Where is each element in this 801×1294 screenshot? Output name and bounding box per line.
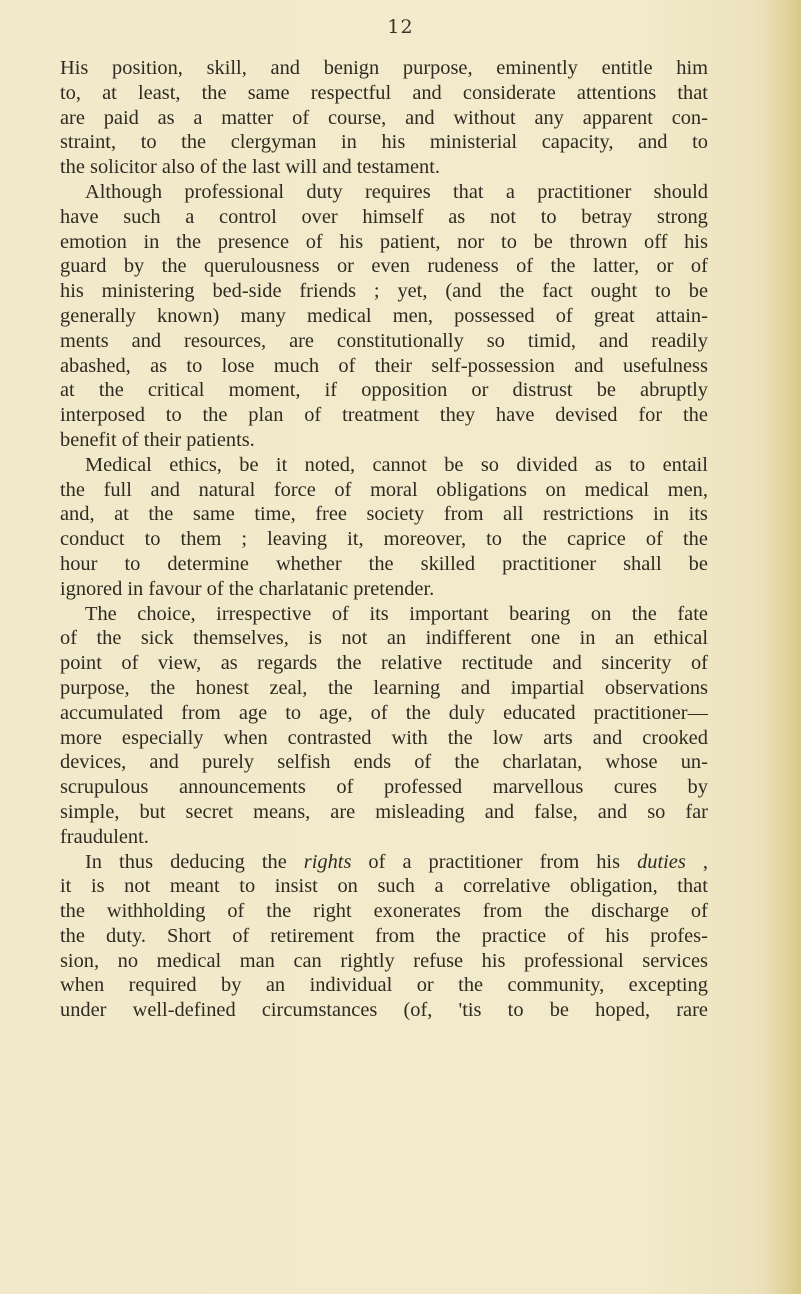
text-line: fraudulent. bbox=[60, 825, 149, 848]
text-line: the withholding of the right exonerates from the discharge of bbox=[60, 900, 708, 923]
text-line: the duty. Short of retirement from the practice of his profes- bbox=[60, 924, 708, 947]
emphasized-word: duties bbox=[637, 850, 686, 873]
text-line: ignored in favour of the charlatanic pretender. bbox=[60, 577, 435, 600]
text-line: point of view, as regards the relative rectitude and sincerity of bbox=[60, 652, 708, 675]
page-edge-stain bbox=[767, 0, 801, 1294]
paragraph-4 bbox=[60, 602, 708, 850]
text-line: when required by an individual or the community, excepting bbox=[60, 974, 708, 997]
text-line: it is not meant to insist on such a correlative obligation, that bbox=[60, 875, 708, 898]
paragraph-2 bbox=[60, 180, 708, 453]
text-line: the full and natural force of moral obligations on medical men, bbox=[60, 478, 708, 501]
text-line: have such a control over himself as not to betray strong bbox=[60, 205, 708, 228]
text-line: interposed to the plan of treatment they have devised for the bbox=[60, 404, 708, 427]
text-line: purpose, the honest zeal, the learning and impartial observations bbox=[60, 676, 708, 699]
text-line: sion, no medical man can rightly refuse his professional services bbox=[60, 949, 708, 972]
text-line: generally known) many medical men, possessed of great attain- bbox=[60, 304, 708, 327]
body-text bbox=[60, 56, 708, 1023]
text-line: conduct to them ; leaving it, moreover, to the caprice of the bbox=[60, 528, 708, 551]
paragraph-5 bbox=[60, 850, 708, 1024]
text-line: In thus deducing the rights of a practitioner from his duties , bbox=[85, 850, 708, 873]
text-line: at the critical moment, if opposition or distrust be abruptly bbox=[60, 379, 708, 402]
text-line: scrupulous announcements of professed marvellous cures by bbox=[60, 776, 708, 799]
text-line: simple, but secret means, are misleading and false, and so far bbox=[60, 800, 708, 823]
text-line: Although professional duty requires that a practitioner should bbox=[85, 180, 708, 203]
text-line: accumulated from age to age, of the duly educated practitioner— bbox=[60, 701, 708, 724]
text-line: the solicitor also of the last will and testament. bbox=[60, 156, 440, 179]
text-line: ments and resources, are constitutionally so timid, and readily bbox=[60, 329, 708, 352]
page-number: 12 bbox=[387, 16, 414, 38]
text-line: hour to determine whether the skilled practitioner shall be bbox=[60, 552, 708, 575]
text-line: The choice, irrespective of its important bearing on the fate bbox=[85, 602, 708, 625]
text-line: abashed, as to lose much of their self-possession and usefulness bbox=[60, 354, 708, 377]
emphasized-word: rights bbox=[303, 850, 352, 873]
text-line: straint, to the clergyman in his ministerial capacity, and to bbox=[60, 131, 708, 154]
paragraph-1 bbox=[60, 56, 708, 180]
text-line: and, at the same time, free society from all restrictions in its bbox=[60, 503, 708, 526]
text-line: to, at least, the same respectful and considerate attentions that bbox=[60, 81, 708, 104]
text-line: benefit of their patients. bbox=[60, 428, 255, 451]
text-line: Medical ethics, be it noted, cannot be so divided as to entail bbox=[85, 453, 708, 476]
text-line: emotion in the presence of his patient, nor to be thrown off his bbox=[60, 230, 708, 253]
text-line: of the sick themselves, is not an indifferent one in an ethical bbox=[60, 627, 708, 650]
text-line: more especially when contrasted with the low arts and crooked bbox=[60, 726, 708, 749]
paragraph-3 bbox=[60, 453, 708, 602]
text-line: his ministering bed-side friends ; yet, (and the fact ought to be bbox=[60, 280, 708, 303]
text-line: His position, skill, and benign purpose, eminently entitle him bbox=[60, 57, 708, 79]
text-line: under well-defined circumstances (of, 'tis to be hoped, rare bbox=[60, 999, 708, 1022]
text-line: devices, and purely selfish ends of the charlatan, whose un- bbox=[60, 751, 708, 774]
text-line: guard by the querulousness or even rudeness of the latter, or of bbox=[60, 255, 708, 278]
text-line: are paid as a matter of course, and without any apparent con- bbox=[60, 106, 708, 129]
